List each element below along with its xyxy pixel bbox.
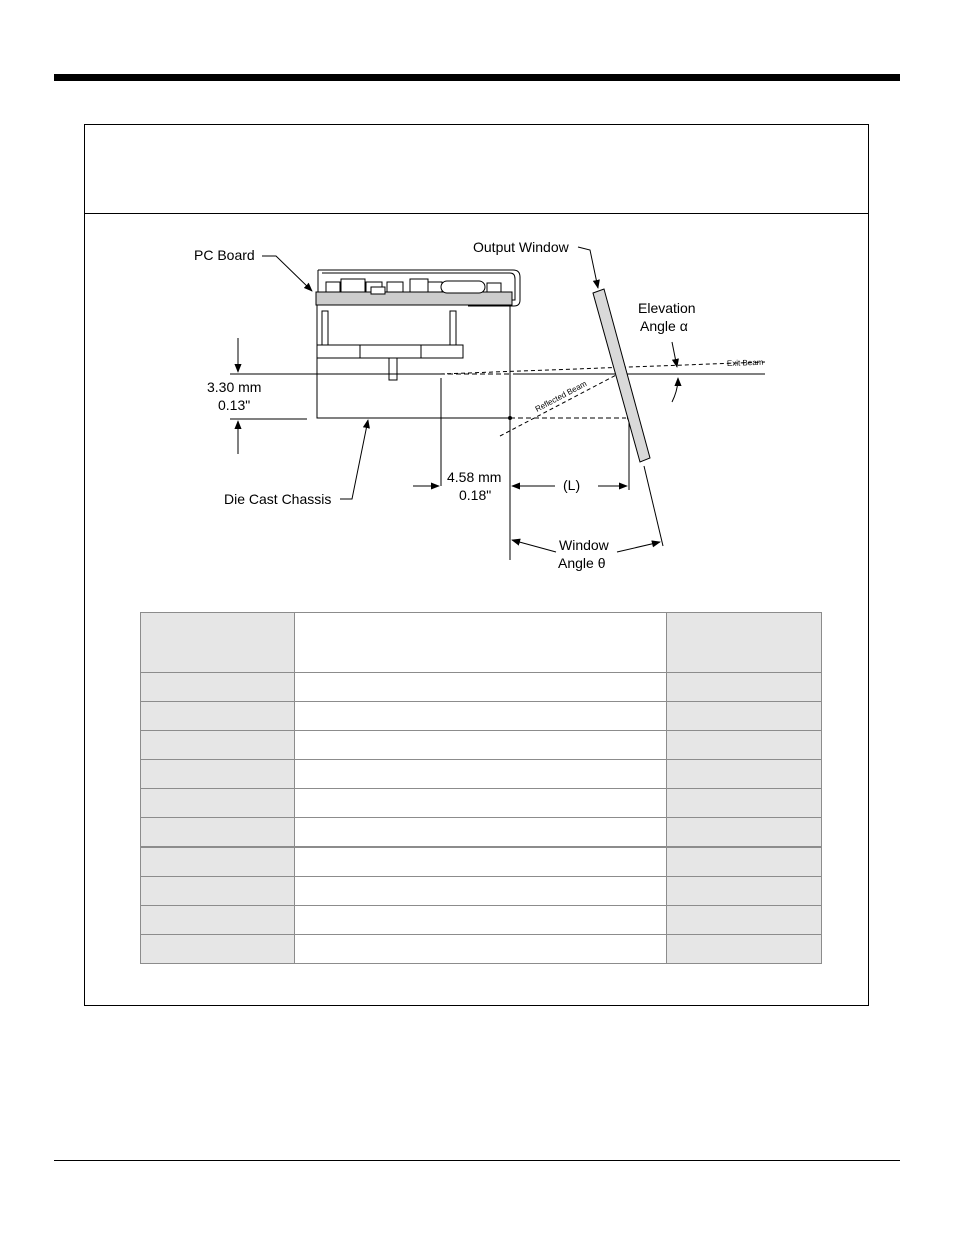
table-cell	[141, 818, 295, 848]
table-cell	[667, 731, 822, 760]
table-cell	[141, 877, 295, 906]
table-cell	[295, 760, 667, 789]
table-cell	[667, 906, 822, 935]
table-cell	[667, 935, 822, 964]
table-cell	[667, 760, 822, 789]
table-cell	[667, 847, 822, 877]
table-row	[141, 877, 822, 906]
reflected-beam-line	[500, 372, 622, 436]
output-window-label: Output Window	[473, 239, 569, 255]
reference-lines	[230, 362, 765, 560]
height-dimension-mm: 3.30 mm	[207, 379, 262, 395]
die-cast-chassis-label: Die Cast Chassis	[224, 491, 332, 507]
table-cell	[667, 789, 822, 818]
table-cell	[667, 702, 822, 731]
spec-table	[140, 612, 822, 964]
bottom-rule	[54, 1160, 900, 1161]
table-row	[141, 760, 822, 789]
table-cell	[141, 789, 295, 818]
table-cell	[667, 673, 822, 702]
table-cell	[295, 847, 667, 877]
die-cast-chassis	[317, 305, 510, 418]
table-header-row	[141, 613, 822, 673]
table-header-cell	[667, 613, 822, 673]
table-cell	[295, 818, 667, 848]
table-cell	[295, 935, 667, 964]
mounting-diagram	[0, 0, 954, 600]
table-cell	[295, 673, 667, 702]
offset-dimension-mm: 4.58 mm	[447, 469, 502, 485]
table-row	[141, 935, 822, 964]
table-row	[141, 702, 822, 731]
exit-beam-label: Exit Beam	[726, 357, 764, 368]
elevation-angle-label-1: Elevation	[638, 300, 696, 316]
elevation-angle-label-2: Angle α	[640, 318, 688, 334]
distance-l-label: (L)	[563, 477, 581, 493]
table-row	[141, 789, 822, 818]
dimension-arrows	[238, 338, 678, 552]
table-cell	[295, 731, 667, 760]
table-cell	[295, 877, 667, 906]
table-cell	[141, 906, 295, 935]
scan-engine	[316, 270, 520, 418]
table-cell	[141, 731, 295, 760]
table-row	[141, 673, 822, 702]
table-cell	[295, 789, 667, 818]
pc-board-label: PC Board	[194, 247, 255, 263]
pc-board	[316, 292, 512, 305]
reflected-beam-label: Reflected Beam	[533, 379, 589, 414]
window-angle-label-2: Angle θ	[558, 555, 606, 571]
exit-beam-line	[440, 362, 765, 374]
table-cell	[141, 702, 295, 731]
table-cell	[295, 906, 667, 935]
height-dimension-in: 0.13"	[218, 397, 251, 413]
window-angle-label-1: Window	[559, 537, 609, 553]
table-cell	[141, 760, 295, 789]
table-cell	[295, 702, 667, 731]
table-cell	[667, 877, 822, 906]
table-cell	[667, 818, 822, 848]
table-header-cell	[141, 613, 295, 673]
table-row	[141, 906, 822, 935]
table-cell	[141, 673, 295, 702]
table-row	[141, 847, 822, 877]
table-row	[141, 731, 822, 760]
offset-dimension-in: 0.18"	[459, 487, 492, 503]
table-header-cell	[295, 613, 667, 673]
table-cell	[141, 935, 295, 964]
table-cell	[141, 847, 295, 877]
table-row	[141, 818, 822, 848]
